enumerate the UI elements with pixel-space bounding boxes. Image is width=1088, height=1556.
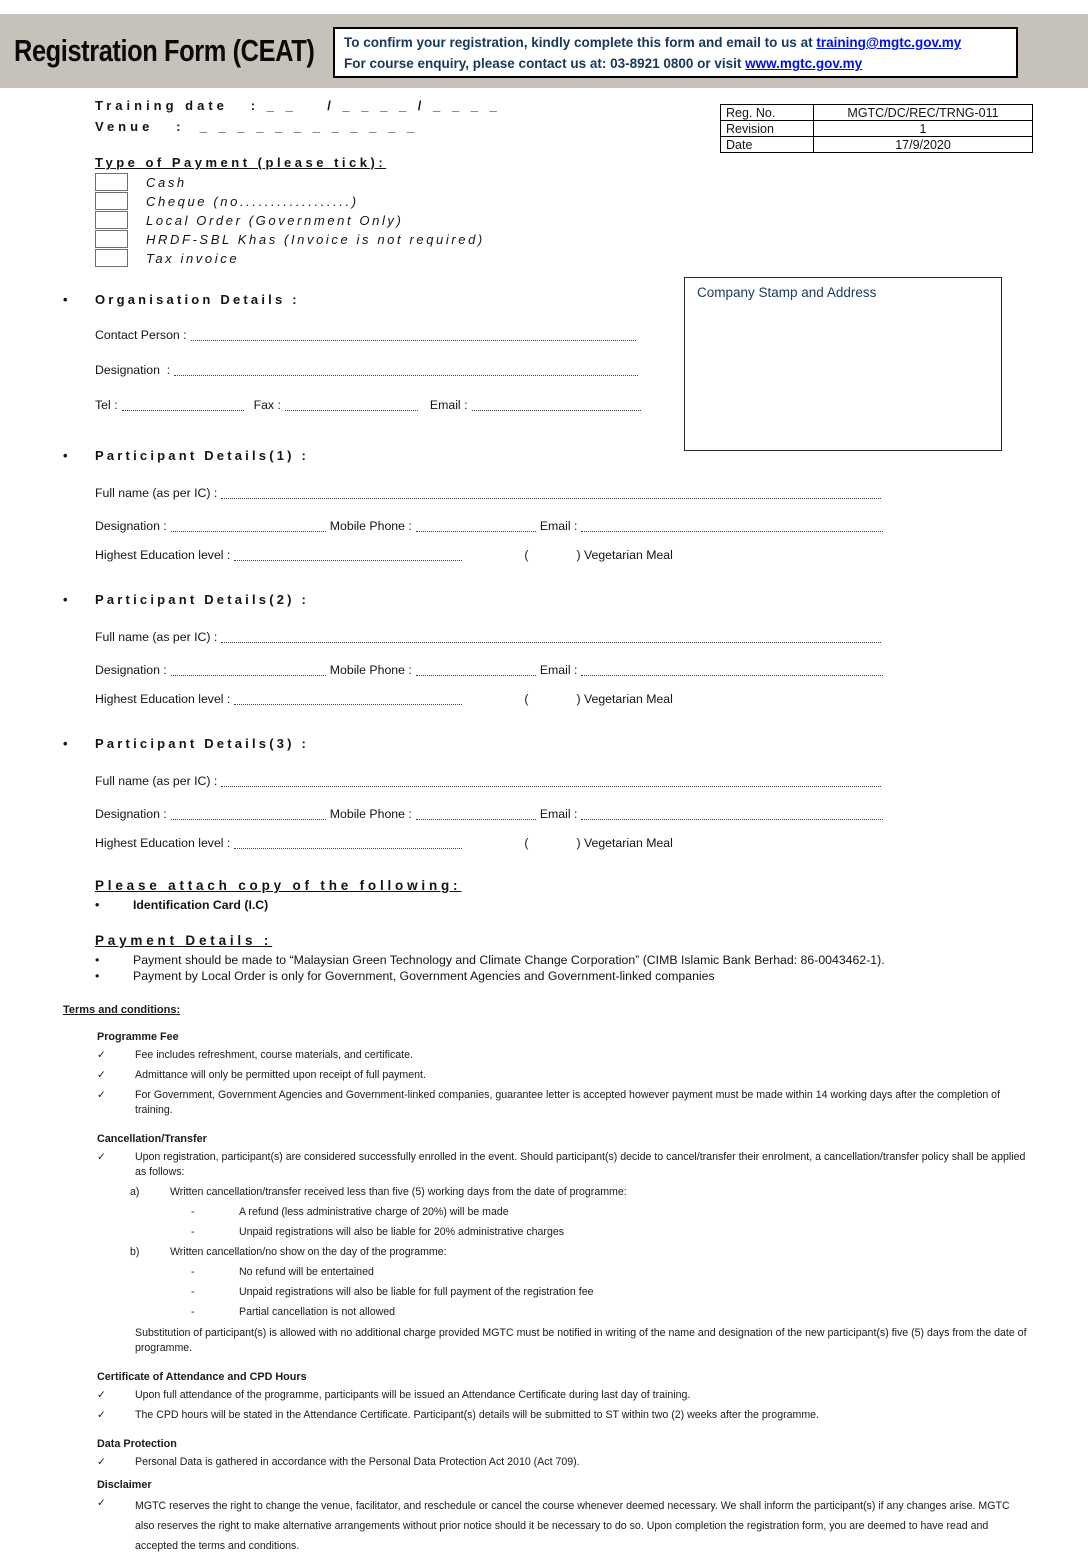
p3-education-field bbox=[234, 835, 462, 849]
p2-mobile-field bbox=[416, 662, 536, 676]
payment-option-cash bbox=[95, 173, 1088, 192]
designation-label: Designation : bbox=[95, 663, 167, 677]
payment-details-heading: Payment Details : bbox=[95, 933, 273, 948]
check-icon: ✓ bbox=[97, 1389, 106, 1401]
p1-designation-field bbox=[171, 518, 326, 532]
mobile-label: Mobile Phone : bbox=[329, 663, 412, 677]
vegetarian-meal-label: ) Vegetarian Meal bbox=[576, 836, 673, 850]
fax-label: Fax : bbox=[253, 398, 281, 412]
payment-option-cheque bbox=[95, 192, 1088, 211]
education-label: Highest Education level : bbox=[95, 692, 231, 706]
tel-label: Tel : bbox=[95, 398, 118, 412]
bullet-icon: • bbox=[63, 292, 68, 307]
meta-label-date: Date bbox=[721, 137, 814, 153]
p1-education-row bbox=[95, 547, 707, 562]
payment-details-text: Payment should be made to “Malaysian Green Technology and Climate Change Corporation” (CIMB Islamic Bank Berhad: 86-0043462-1). bbox=[133, 953, 885, 967]
email-link[interactable]: training@mgtc.gov.my bbox=[816, 35, 962, 50]
check-icon: ✓ bbox=[97, 1497, 106, 1509]
email-label: Email : bbox=[539, 663, 578, 677]
training-date-value: : _ _ / _ _ _ _ / _ _ _ _ bbox=[227, 98, 501, 113]
p3-full-name-row bbox=[95, 773, 885, 788]
dash-icon: - bbox=[191, 1266, 195, 1278]
veg-open-paren: ( bbox=[524, 548, 529, 562]
bullet-icon: • bbox=[63, 448, 68, 463]
check-icon: ✓ bbox=[97, 1456, 106, 1468]
p3-education-row bbox=[95, 835, 707, 850]
meta-label-reg-no: Reg. No. bbox=[721, 105, 814, 121]
training-date-label: Training date bbox=[95, 98, 228, 113]
terms-section-title: Disclaimer bbox=[97, 1479, 152, 1491]
p3-email-field bbox=[581, 806, 883, 820]
designation-label: Designation : bbox=[95, 519, 167, 533]
dash-icon: - bbox=[191, 1306, 195, 1318]
meta-value-revision: 1 bbox=[814, 121, 1033, 137]
org-designation-label: Designation : bbox=[95, 363, 171, 377]
org-designation-field bbox=[174, 362, 638, 376]
payment-option-label: Local Order (Government Only) bbox=[146, 213, 404, 228]
terms-and-conditions bbox=[63, 1004, 1028, 1556]
veg-open-paren: ( bbox=[524, 836, 529, 850]
p3-mobile-field bbox=[416, 806, 536, 820]
check-icon: ✓ bbox=[97, 1089, 106, 1101]
p1-mobile-field bbox=[416, 518, 536, 532]
terms-section-title: Programme Fee bbox=[97, 1031, 179, 1043]
terms-item: ✓ Admittance will only be permitted upon receipt of full payment. bbox=[97, 1069, 426, 1081]
terms-dash-item: - No refund will be entertained bbox=[187, 1265, 1028, 1280]
dash-icon: - bbox=[191, 1226, 195, 1238]
payment-option-label: Cash bbox=[146, 175, 187, 190]
email-label: Email : bbox=[539, 807, 578, 821]
payment-option-tax-invoice bbox=[95, 249, 1088, 268]
p1-email-field bbox=[581, 518, 883, 532]
meta-label-revision: Revision bbox=[721, 121, 814, 137]
payment-option-hrdf bbox=[95, 230, 1088, 249]
fax-field bbox=[285, 397, 418, 411]
p2-email-field bbox=[581, 662, 883, 676]
terms-item: ✓ Upon full attendance of the programme, participants will be issued an Attendance Certificate during last day of training. bbox=[97, 1389, 691, 1401]
bullet-icon: • bbox=[95, 969, 100, 983]
checkbox-tax-invoice[interactable] bbox=[95, 249, 128, 267]
terms-dash-item: - A refund (less administrative charge of 20%) will be made bbox=[187, 1205, 1028, 1220]
p2-designation-row bbox=[95, 662, 887, 677]
attach-item-label: Identification Card (I.C) bbox=[133, 898, 269, 912]
info-line-1 bbox=[344, 32, 1007, 53]
terms-subitem-a: a) Written cancellation/transfer received less than five (5) working days from the date of programme: bbox=[130, 1186, 627, 1198]
checkbox-local-order[interactable] bbox=[95, 211, 128, 229]
venue-value: : _ _ _ _ _ _ _ _ _ _ _ _ bbox=[153, 119, 419, 134]
contact-person-row bbox=[95, 327, 640, 342]
payment-option-local-order bbox=[95, 211, 1088, 230]
terms-item: ✓ Personal Data is gathered in accordance with the Personal Data Protection Act 2010 (Act 709). bbox=[97, 1456, 580, 1468]
info-line-2 bbox=[344, 53, 1007, 74]
terms-item: ✓ Fee includes refreshment, course materials, and certificate. bbox=[97, 1049, 413, 1061]
participant-heading-label: Participant Details(1) : bbox=[95, 448, 310, 463]
participant-1-heading bbox=[63, 448, 1088, 463]
terms-dash-item: - Partial cancellation is not allowed bbox=[187, 1305, 1028, 1320]
bullet-icon: • bbox=[95, 898, 100, 912]
payment-option-label: Cheque (no..................) bbox=[146, 194, 359, 209]
info-line-2-text: For course enquiry, please contact us at: 03-8921 0800 or visit bbox=[344, 56, 746, 71]
company-stamp-label: Company Stamp and Address bbox=[697, 285, 877, 300]
p2-full-name-row bbox=[95, 629, 885, 644]
terms-dash-item: - Unpaid registrations will also be liable for full payment of the registration fee bbox=[187, 1285, 1028, 1300]
checkbox-hrdf[interactable] bbox=[95, 230, 128, 248]
venue-row bbox=[95, 116, 1088, 137]
veg-open-paren: ( bbox=[524, 692, 529, 706]
contact-person-label: Contact Person : bbox=[95, 328, 187, 342]
payment-details-item bbox=[95, 968, 1088, 984]
email-label: Email : bbox=[539, 519, 578, 533]
dash-icon: - bbox=[191, 1286, 195, 1298]
bullet-icon: • bbox=[95, 953, 100, 967]
p1-designation-row bbox=[95, 518, 887, 533]
p3-full-name-field bbox=[221, 773, 881, 787]
full-name-label: Full name (as per IC) : bbox=[95, 486, 218, 500]
check-icon: ✓ bbox=[97, 1151, 106, 1163]
check-icon: ✓ bbox=[97, 1049, 106, 1061]
p2-education-row bbox=[95, 691, 707, 706]
check-icon: ✓ bbox=[97, 1409, 106, 1421]
vegetarian-meal-label: ) Vegetarian Meal bbox=[576, 548, 673, 562]
terms-subitem-b: b) Written cancellation/no show on the day of the programme: bbox=[130, 1246, 447, 1258]
tel-fax-email-row bbox=[95, 397, 645, 412]
p1-education-field bbox=[234, 547, 462, 561]
payment-type-heading: Type of Payment (please tick): bbox=[95, 155, 387, 170]
p2-designation-field bbox=[171, 662, 326, 676]
designation-label: Designation : bbox=[95, 807, 167, 821]
terms-item: ✓ Upon registration, participant(s) are considered successfully enrolled in the event. Should participant(s) decide to cancel/transfer their enrolment, a cancellation/transfer policy shall be applied as follows: bbox=[97, 1151, 1026, 1178]
p1-full-name-row bbox=[95, 485, 885, 500]
payment-option-label: HRDF-SBL Khas (Invoice is not required) bbox=[146, 232, 485, 247]
meta-value-reg-no: MGTC/DC/REC/TRNG-011 bbox=[814, 105, 1033, 121]
meta-value-date: 17/9/2020 bbox=[814, 137, 1033, 153]
terms-dash-item: - Unpaid registrations will also be liable for 20% administrative charges bbox=[187, 1225, 1028, 1240]
full-name-label: Full name (as per IC) : bbox=[95, 774, 218, 788]
organisation-heading bbox=[63, 292, 1088, 307]
mobile-label: Mobile Phone : bbox=[329, 519, 412, 533]
checkbox-cheque[interactable] bbox=[95, 192, 128, 210]
payment-type-options bbox=[95, 173, 1088, 268]
participant-heading-label: Participant Details(2) : bbox=[95, 592, 310, 607]
p1-full-name-field bbox=[221, 485, 881, 499]
bullet-icon: • bbox=[63, 592, 68, 607]
p2-education-field bbox=[234, 691, 462, 705]
header-info-box bbox=[333, 27, 1018, 78]
participant-heading-label: Participant Details(3) : bbox=[95, 736, 310, 751]
mobile-label: Mobile Phone : bbox=[329, 807, 412, 821]
terms-item: ✓ MGTC reserves the right to change the venue, facilitator, and reschedule or cancel the course whenever deemed necessary. We shall inform the participant(s) if any changes arise. MGTC also reserves the right to make alternative arrangements without prior notice should it be necessary to do so. Upon completion the registration form, you are deemed to have read and accepted the terms and conditions. bbox=[97, 1496, 1028, 1556]
contact-person-field bbox=[191, 327, 636, 341]
education-label: Highest Education level : bbox=[95, 548, 231, 562]
org-designation-row bbox=[95, 362, 642, 377]
p3-designation-field bbox=[171, 806, 326, 820]
checkbox-cash[interactable] bbox=[95, 173, 128, 191]
terms-note: Substitution of participant(s) is allowed with no additional charge provided MGTC must be notified in writing of the name and designation of the new participant(s) five (5) days from the date of programme. bbox=[135, 1327, 1027, 1354]
venue-label: Venue bbox=[95, 119, 154, 134]
org-email-field bbox=[472, 397, 642, 411]
terms-item: ✓ For Government, Government Agencies and Government-linked companies, guarantee letter is accepted however payment must be made within 14 working days after the completion of training. bbox=[97, 1089, 1001, 1116]
payment-details-item bbox=[95, 952, 1088, 968]
participant-3-heading bbox=[63, 736, 1088, 751]
attach-heading: Please attach copy of the following: bbox=[95, 878, 462, 893]
terms-section-title: Cancellation/Transfer bbox=[97, 1133, 207, 1145]
training-date-row bbox=[95, 95, 1088, 116]
p2-full-name-field bbox=[221, 629, 881, 643]
check-icon: ✓ bbox=[97, 1069, 106, 1081]
full-name-label: Full name (as per IC) : bbox=[95, 630, 218, 644]
p3-designation-row bbox=[95, 806, 887, 821]
bullet-icon: • bbox=[63, 736, 68, 751]
dash-icon: - bbox=[191, 1206, 195, 1218]
payment-details-text: Payment by Local Order is only for Government, Government Agencies and Government-linked companies bbox=[133, 969, 715, 983]
terms-section-title: Certificate of Attendance and CPD Hours bbox=[97, 1371, 307, 1383]
participant-2-heading bbox=[63, 592, 1088, 607]
terms-heading: Terms and conditions: bbox=[63, 1004, 181, 1016]
payment-option-label: Tax invoice bbox=[146, 251, 240, 266]
organisation-heading-label: Organisation Details : bbox=[95, 292, 300, 307]
info-line-1-text: To confirm your registration, kindly complete this form and email to us at bbox=[344, 35, 817, 50]
attach-item bbox=[95, 897, 1088, 913]
website-link[interactable]: www.mgtc.gov.my bbox=[745, 56, 863, 71]
vegetarian-meal-label: ) Vegetarian Meal bbox=[576, 692, 673, 706]
terms-item: ✓ The CPD hours will be stated in the Attendance Certificate. Participant(s) details will be submitted to ST within two (2) weeks after the programme. bbox=[97, 1409, 819, 1421]
education-label: Highest Education level : bbox=[95, 836, 231, 850]
tel-field bbox=[122, 397, 244, 411]
org-email-label: Email : bbox=[429, 398, 468, 412]
page-title: Registration Form (CEAT) bbox=[14, 33, 315, 68]
terms-section-title: Data Protection bbox=[97, 1438, 177, 1450]
